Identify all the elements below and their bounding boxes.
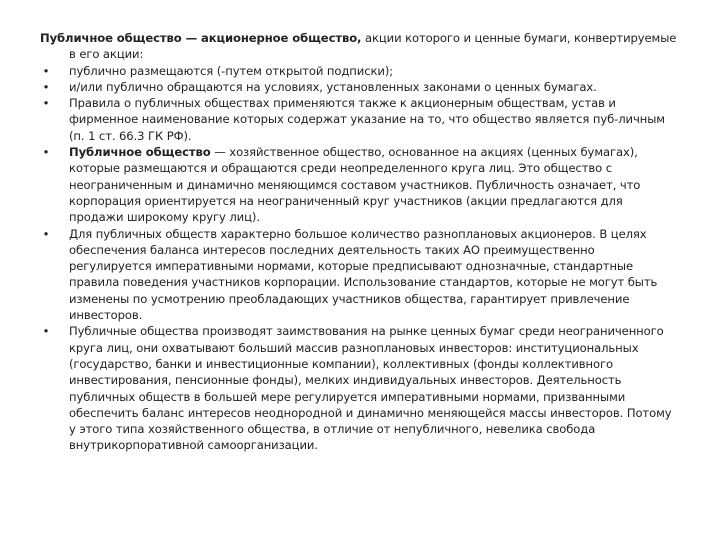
- bullet-icon: •: [42, 226, 50, 241]
- item-text: Для публичных обществ характерно большое количество разноплановых акционеров. В целях обеспечения баланса интересов последних деятельность таких АО преимущественно регулируется императивными нормами, которые предписывают однозначные, стандартные правила поведения участников корпорации. Использование стандартов, которые не могут быть изменены по усмотрению преобладающих участников общества, гарантирует привлечение инвесторов.: [69, 226, 658, 323]
- item-bold-term: Публичное общество: [69, 145, 211, 160]
- text-body: [40, 30, 680, 454]
- item-text: — хозяйственное общество, основанное на акциях (ценных бумагах), которые размещаются и обращаются среди неопределенного круга лиц. Это общество с неограниченным и динамично меняющимся составом участников. Публичность означает, что корпорация ориентируется на неограниченный круг участников (акции предлагаются для продажи широкому кругу лиц).: [69, 145, 641, 225]
- list-item: [40, 79, 680, 95]
- list-item: [40, 323, 680, 453]
- item-text: публично размещаются (-путем открытой подписки);: [69, 63, 394, 78]
- list-item: [40, 63, 680, 79]
- intro-paragraph: [40, 30, 680, 63]
- bullet-icon: •: [42, 145, 50, 160]
- list-item: [40, 226, 680, 324]
- bullet-icon: •: [42, 96, 50, 111]
- intro-bold-term: Публичное общество — акционерное общество,: [40, 31, 362, 45]
- bullet-icon: •: [42, 63, 50, 78]
- list-item: [40, 95, 680, 144]
- item-text: и/или публично обращаются на условиях, установленных законами о ценных бумагах.: [69, 79, 597, 94]
- list-item: [40, 144, 680, 225]
- intro-text: акции которого и ценные бумаги, конвертируемые в его акции:: [69, 31, 677, 62]
- item-text: Публичные общества производят заимствования на рынке ценных бумаг среди неограниченного круга лиц, они охватывают больший массив разноплановых инвесторов: институциональных (государство, банки и инвестиционные компании), коллективных (фонды коллективного инвестирования, пенсионные фонды), мелких индивидуальных инвесторов. Деятельность публичных обществ в большей мере регулируется императивными нормами, призванными обеспечить баланс интересов неоднородной и динамично меняющейся массы инвесторов. Потому у этого типа хозяйственного общества, в отличие от непубличного, невелика свобода внутрикорпоративной самоорганизации.: [69, 324, 672, 453]
- bullet-icon: •: [42, 79, 50, 94]
- bullet-icon: •: [42, 324, 50, 339]
- item-text: Правила о публичных обществах применяются также к акционерным обществам, устав и фирменное наименование которых содержат указание на то, что общество является пуб-личным (п. 1 ст. 66.3 ГК РФ).: [69, 96, 665, 143]
